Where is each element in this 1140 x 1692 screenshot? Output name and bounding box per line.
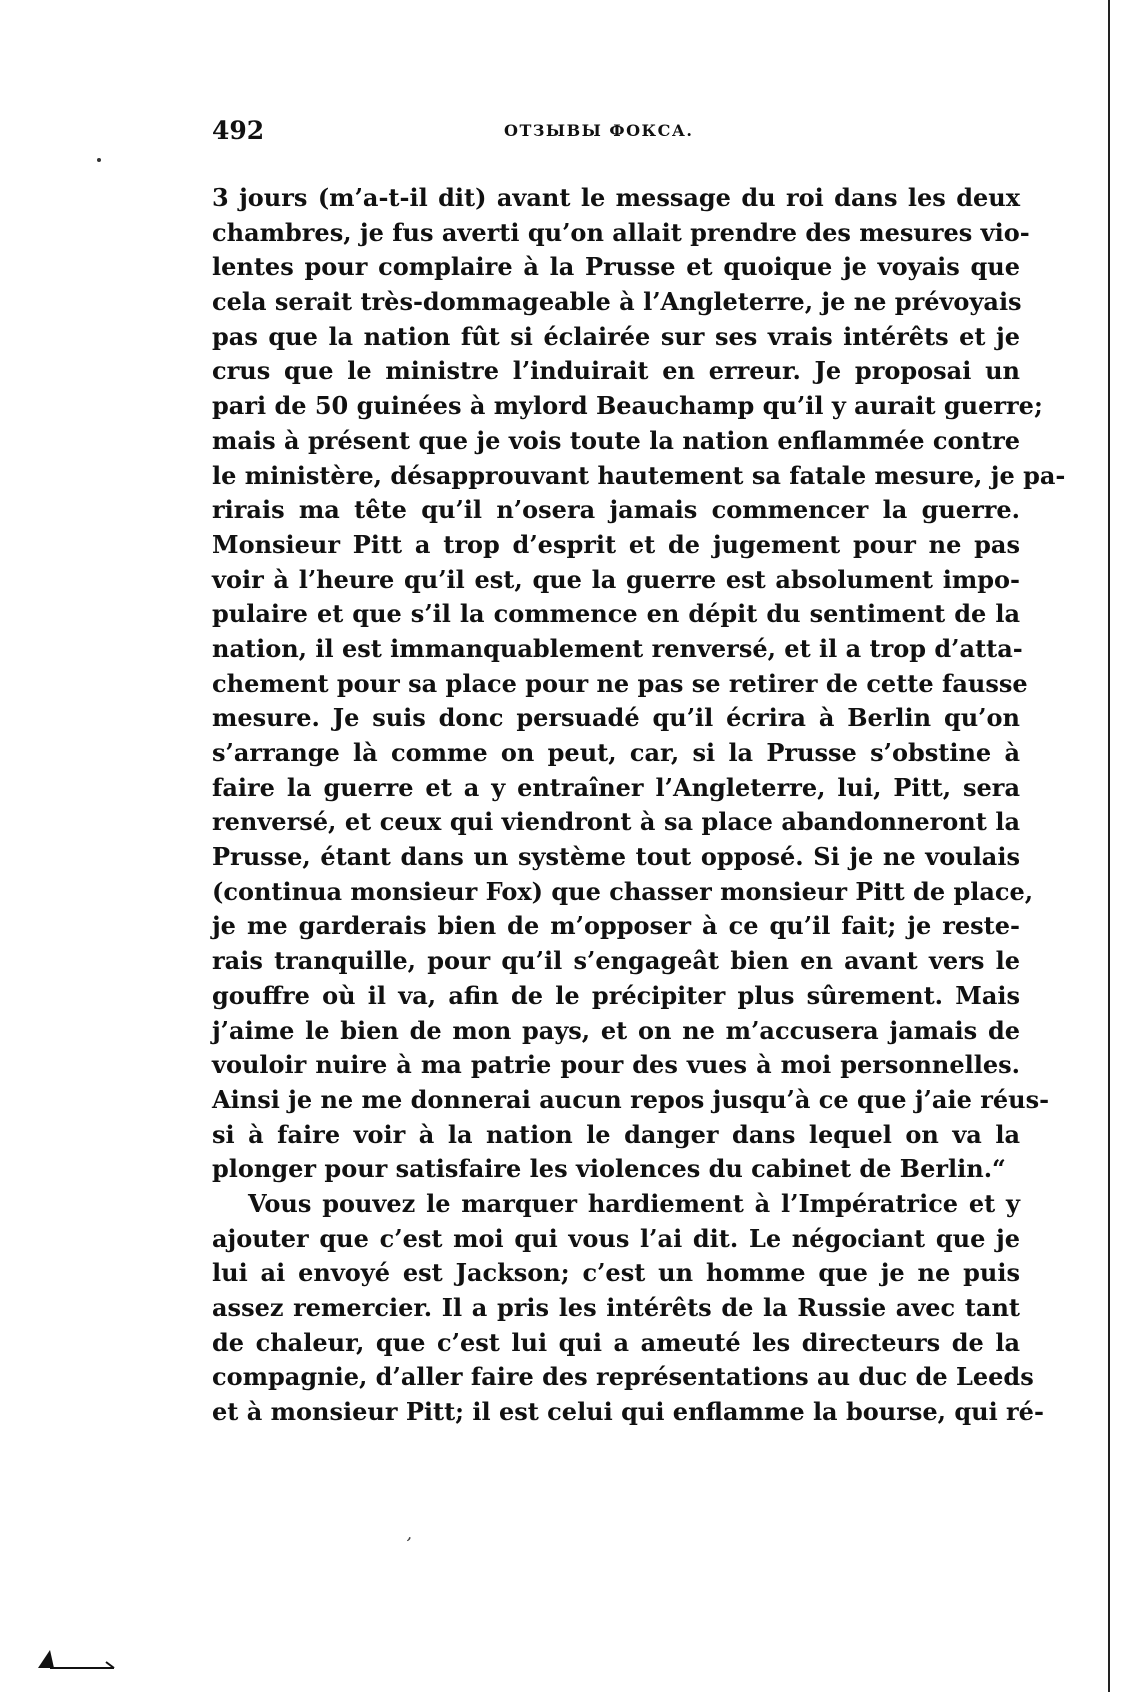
text-line: faire la guerre et a y entraîner l’Angleterre, lui, Pitt, sera xyxy=(212,772,1020,802)
text-line: pas que la nation fût si éclairée sur ses vrais intérêts et je xyxy=(212,321,1020,351)
text-line: nation, il est immanquablement renversé, et il a trop d’atta- xyxy=(212,633,1023,663)
stray-mark-dot xyxy=(97,158,101,162)
text-line: assez remercier. Il a pris les intérêts de la Russie avec tant xyxy=(212,1293,1020,1322)
text-line: je me garderais bien de m’opposer à ce qu’il fait; je reste- xyxy=(212,911,1020,941)
text-line: lui ai envoyé est Jackson; c’est un homme que je ne puis xyxy=(212,1258,1020,1288)
stray-tick-mark: ʼ xyxy=(401,1533,413,1556)
text-line: (continua monsieur Fox) que chasser monsieur Pitt de place, xyxy=(212,876,1034,906)
text-line: voir à l’heure qu’il est, que la guerre est absolument impo- xyxy=(212,564,1020,594)
text-line: j’aime le bien de mon pays, et on ne m’accusera jamais de xyxy=(212,1015,1020,1045)
text-line: et à monsieur Pitt; il est celui qui enflamme la bourse, qui ré- xyxy=(212,1397,1044,1427)
text-line: compagnie, d’aller faire des représentations au duc de Leeds xyxy=(212,1362,1034,1392)
text-line: mais à présent que je vois toute la nation enflammée contre xyxy=(212,425,1020,455)
text-line: vouloir nuire à ma patrie pour des vues à moi personnelles. xyxy=(212,1050,1020,1080)
text-line: si à faire voir à la nation le danger dans lequel on va la xyxy=(212,1119,1020,1149)
text-line: chement pour sa place pour ne pas se retirer de cette fausse xyxy=(212,668,1028,698)
text-line: renversé, et ceux qui viendront à sa place abandonneront la xyxy=(212,807,1020,837)
text-line: pulaire et que s’il la commence en dépit du sentiment de la xyxy=(212,599,1020,629)
corner-arrow-head xyxy=(38,1650,54,1668)
text-line: Monsieur Pitt a trop d’esprit et de jugement pour ne pas xyxy=(212,529,1020,559)
text-line: ajouter que c’est moi qui vous l’ai dit. Le négociant que je xyxy=(212,1223,1020,1253)
text-line: rais tranquille, pour qu’il s’engageât bien en avant vers le xyxy=(212,946,1020,976)
text-line-paragraph-start: Vous pouvez le marquer hardiement à l’Impératrice et y xyxy=(248,1188,1020,1218)
body-text xyxy=(212,181,1066,1430)
text-line: Ainsi je ne me donnerai aucun repos jusqu’à ce que j’aie réus- xyxy=(212,1084,1050,1114)
page-edge-rule xyxy=(1108,0,1110,1692)
page-number: 492 xyxy=(212,116,265,145)
text-line: mesure. Je suis donc persuadé qu’il écrira à Berlin qu’on xyxy=(212,703,1020,733)
text-line: 3 jours (m’a-t-il dit) avant le message du roi dans les deux xyxy=(212,183,1020,212)
corner-arrow-mark xyxy=(36,1640,126,1670)
running-title: ОТЗЫВЫ ФОКСА. xyxy=(504,121,694,140)
text-line: s’arrange là comme on peut, car, si la Prusse s’obstine à xyxy=(212,738,1020,767)
page-header xyxy=(212,116,1012,146)
text-line: cela serait très-dommageable à l’Angleterre, je ne prévoyais xyxy=(212,287,1022,317)
text-line: pari de 50 guinées à mylord Beauchamp qu’il y aurait guerre; xyxy=(212,391,1043,421)
text-line: lentes pour complaire à la Prusse et quoique je voyais que xyxy=(212,252,1020,282)
text-line: gouffre où il va, afin de le précipiter plus sûrement. Mais xyxy=(212,980,1020,1010)
text-line: le ministère, désapprouvant hautement sa fatale mesure, je pa- xyxy=(212,460,1066,490)
text-line-paragraph-end: plonger pour satisfaire les violences du cabinet de Berlin.“ xyxy=(212,1154,1006,1184)
text-line: crus que le ministre l’induirait en erreur. Je proposai un xyxy=(212,356,1020,386)
text-line: chambres, je fus averti qu’on allait prendre des mesures vio- xyxy=(212,217,1030,247)
text-line: rirais ma tête qu’il n’osera jamais commencer la guerre. xyxy=(212,495,1020,525)
text-line: Prusse, étant dans un système tout opposé. Si je ne voulais xyxy=(212,842,1020,872)
text-line: de chaleur, que c’est lui qui a ameuté les directeurs de la xyxy=(212,1327,1020,1357)
